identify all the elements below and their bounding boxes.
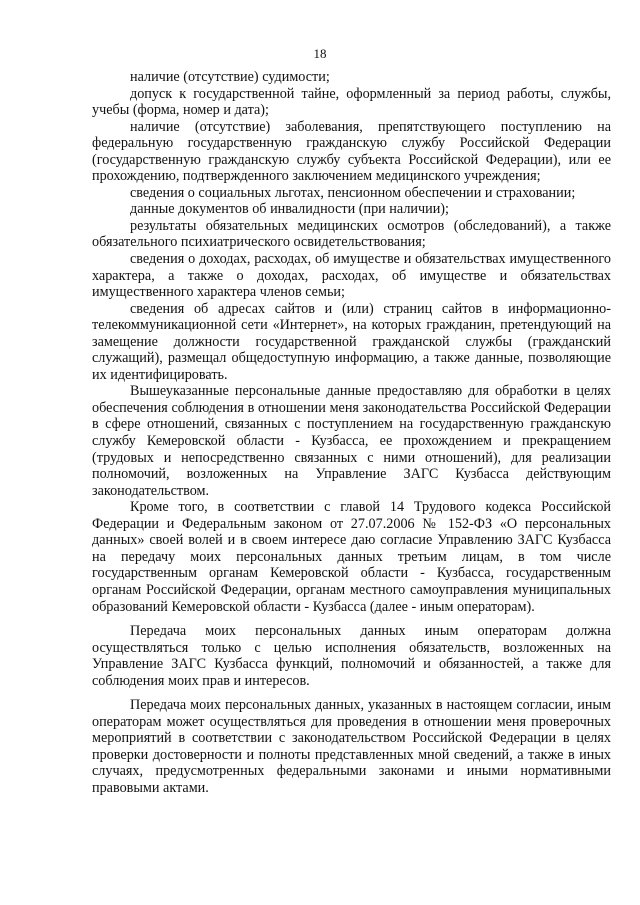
paragraph-social-benefits: сведения о социальных льготах, пенсионном обеспечении и страховании; <box>130 184 576 201</box>
document-body <box>92 69 611 797</box>
paragraph-medical-examinations: результаты обязательных медицинских осмотров (обследований), а также обязательного психиатрического освидетельствования; <box>92 217 611 251</box>
paragraph-processing-purpose: Вышеуказанные персональные данные предоставляю для обработки в целях обеспечения соблюдения в отношении меня законодательства Российской Федерации в сфере отношений, связанных с поступлением на государственную гражданскую службу Кемеровской области - Кузбасса, ее прохождением и прекращением (трудовых и непосредственно связанных с ними отношений), для реализации полномочий, возложенных на Управление ЗАГС Кузбасса действующим законодательством. <box>92 383 611 499</box>
paragraph-transfer-verification: Передача моих персональных данных, указанных в настоящем согласии, иным операторам может осуществляться для проведения в отношении меня проверочных мероприятий в соответствии с законодательством Российской Федерации в целях проверки достоверности и полноты представленных мной сведений, а также в иных случаях, предусмотренных федеральными законами и иными нормативными правовыми актами. <box>92 697 611 796</box>
paragraph-criminal-record: наличие (отсутствие) судимости; <box>130 69 330 85</box>
paragraph-third-party-consent: Кроме того, в соответствии с главой 14 Трудового кодекса Российской Федерации и Федеральным законом от 27.07.2006 № 152-ФЗ «О персональных данных» своей волей и в своем интересе даю согласие Управлению ЗАГС Кузбасса на передачу моих персональных данных третьим лицам, в том числе государственным органам Кемеровской области - Кузбасса, государственным органам Российской Федерации, органам местного самоуправления муниципальных образований Кемеровской области - Кузбасса (далее - иным операторам). <box>92 499 611 615</box>
paragraph-disability-documents: данные документов об инвалидности (при наличии); <box>130 201 449 218</box>
paragraph-transfer-purpose: Передача моих персональных данных иным операторам должна осуществляться только с целью исполнения обязательств, возложенных на Управление ЗАГС Кузбасса функций, полномочий и обязанностей, а также для соблюдения моих прав и интересов. <box>92 623 611 689</box>
page-number: 18 <box>313 46 327 61</box>
paragraph-disease-absence: наличие (отсутствие) заболевания, препятствующего поступлению на федеральную государственную гражданскую службу Российской Федерации (государственную гражданскую службу субъекта Российской Федерации), или ее прохождению, подтвержденного заключением медицинского учреждения; <box>92 118 611 185</box>
paragraph-state-secret-clearance: допуск к государственной тайне, оформленный за период работы, службы, учебы (форма, номер и дата); <box>92 85 611 119</box>
paragraph-internet-sites: сведения об адресах сайтов и (или) страниц сайтов в информационно-телекоммуникационной сети «Интернет», на которых гражданин, претендующий на замещение должности государственной гражданской службы (гражданский служащий), размещал общедоступную информацию, а также данные, позволяющие их идентифицировать. <box>92 300 611 383</box>
paragraph-income-property: сведения о доходах, расходах, об имуществе и обязательствах имущественного характера, а также о доходах, расходах, об имуществе и обязательствах имущественного характера членов семьи; <box>92 251 611 301</box>
